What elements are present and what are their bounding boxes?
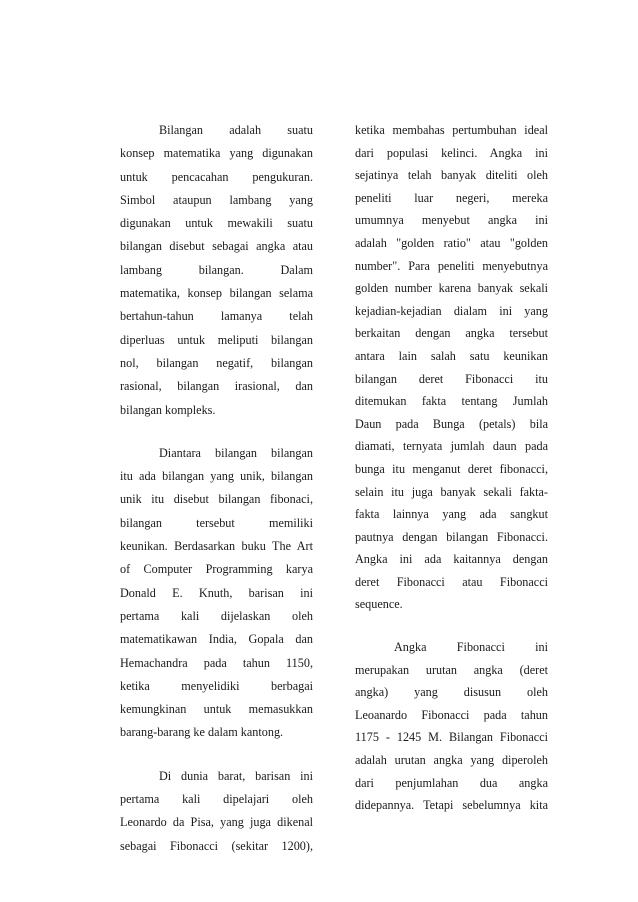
text-line: fakta lainnya yang ada sangkut [355,507,548,522]
text-line: unik itu disebut bilangan fibonaci, [120,492,313,507]
text-line: diperluas untuk meliputi bilangan [120,332,313,347]
text-line: Simbol ataupun lambang yang [120,192,313,207]
text-line: bilangan deret Fibonacci itu [355,371,548,386]
text-line: 1175 - 1245 M. Bilangan Fibonacci [355,730,548,745]
text-line: digunakan untuk mewakili suatu [120,216,313,231]
text-line: selain itu juga banyak sekali fakta- [355,484,548,499]
text-line: deret Fibonacci atau Fibonacci [355,574,548,589]
text-line: Angka ini ada kaitannya dengan [355,552,548,567]
text-line: ketika menyelidiki berbagai [120,678,313,693]
text-line: pautnya dengan bilangan Fibonacci. [355,529,548,544]
text-line: bilangan kompleks. [120,402,216,417]
text-line: merupakan urutan angka (deret [355,662,548,677]
text-line: diamati, ternyata jumlah daun pada [355,439,548,454]
text-line: Diantara bilangan bilangan [159,445,313,460]
left-column [120,119,313,858]
paragraph-bilangan [120,119,313,422]
text-line: pertama kali dijelaskan oleh [120,608,313,623]
text-line: Leoanardo Fibonacci pada tahun [355,707,548,722]
text-line: sequence. [355,597,403,612]
paragraph-diantara [120,442,313,745]
text-line: rasional, bilangan irasional, dan [120,379,313,394]
text-line: bilangan disebut sebagai angka atau [120,239,313,254]
text-line: Hemachandra pada tahun 1150, [120,655,313,670]
text-line: number". Para peneliti menyebutnya [355,258,548,273]
text-line: matematikawan India, Gopala dan [120,632,313,647]
text-line: adalah urutan angka yang diperoleh [355,753,548,768]
text-line: Angka Fibonacci ini [394,640,548,655]
text-line: adalah "golden ratio" atau "golden [355,235,548,250]
text-line: Donald E. Knuth, barisan ini [120,585,313,600]
paragraph-angka-fibonacci [355,636,548,817]
right-column [355,119,548,817]
text-line: Daun pada Bunga (petals) bila [355,416,548,431]
text-line: bertahun-tahun lamanya telah [120,309,313,324]
text-line: antara lain salah satu keunikan [355,348,548,363]
text-line: didepannya. Tetapi sebelumnya kita [355,798,548,813]
text-line: angka) yang disusun oleh [355,685,548,700]
text-line: matematika, konsep bilangan selama [120,286,313,301]
text-line: Leonardo da Pisa, yang juga dikenal [120,815,313,830]
text-line: keunikan. Berdasarkan buku The Art [120,539,313,554]
text-line: of Computer Programming karya [120,562,313,577]
text-line: bilangan tersebut memiliki [120,515,313,530]
text-line: Bilangan adalah suatu [159,123,313,137]
text-line: berkaitan dengan angka tersebut [355,326,548,341]
text-line: konsep matematika yang digunakan [120,146,313,161]
text-line: sejatinya telah banyak diteliti oleh [355,168,548,183]
text-line: peneliti luar negeri, mereka [355,190,548,205]
text-line: umumnya menyebut angka ini [355,213,548,228]
text-line: untuk pencacahan pengukuran. [120,169,313,184]
text-line: ketika membahas pertumbuhan ideal [355,123,548,137]
text-line: nol, bilangan negatif, bilangan [120,355,313,370]
text-line: dari populasi kelinci. Angka ini [355,145,548,160]
text-line: Di dunia barat, barisan ini [159,768,313,783]
text-line: barang-barang ke dalam kantong. [120,725,284,740]
text-line: ditemukan fakta tentang Jumlah [355,394,548,409]
text-line: sebagai Fibonacci (sekitar 1200), [120,838,313,853]
paragraph-ketika-membahas [355,119,548,616]
text-line: kemungkinan untuk memasukkan [120,702,313,717]
text-line: bunga itu menganut deret fibonacci, [355,461,548,476]
text-line: lambang bilangan. Dalam [120,262,313,277]
text-line: itu ada bilangan yang unik, bilangan [120,469,313,484]
text-line: pertama kali dipelajari oleh [120,792,313,807]
paragraph-di-dunia-barat [120,765,313,858]
text-line: dari penjumlahan dua angka [355,775,548,790]
text-line: golden number karena banyak sekali [355,281,548,296]
text-line: kejadian-kejadian dialam ini yang [355,303,548,318]
